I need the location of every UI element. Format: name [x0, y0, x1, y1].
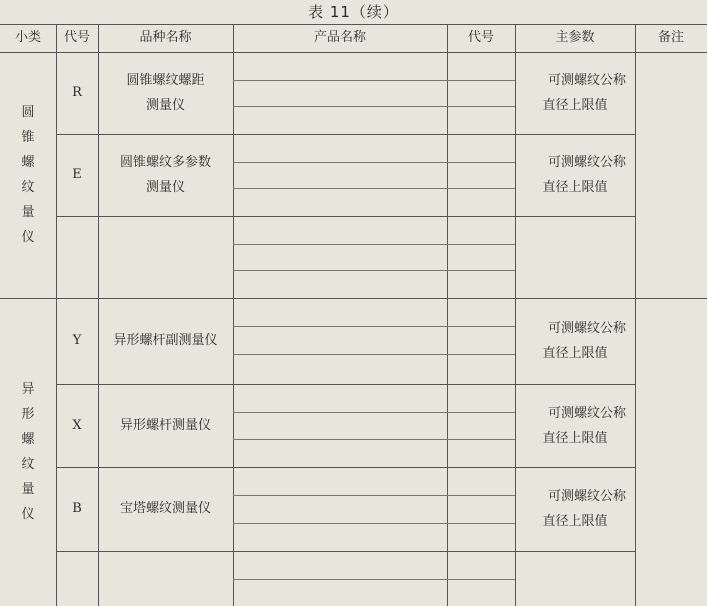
- row-main-param: 可测螺纹公称 直径上限值: [542, 73, 626, 113]
- row-main-param: 可测螺纹公称 直径上限值: [542, 405, 626, 446]
- product-subline: [233, 188, 515, 189]
- header-code-2: 代号: [467, 30, 494, 45]
- row-variety: 异形螺杆测量仪: [119, 417, 211, 433]
- product-subline: [233, 162, 515, 163]
- row-variety: 异形螺杆副测量仪: [113, 333, 218, 348]
- row-main-param: 可测螺纹公称 直径上限值: [542, 321, 626, 361]
- col-line: [447, 24, 448, 606]
- product-subline: [233, 80, 515, 81]
- col-line: [233, 24, 234, 606]
- header-subclass: 小类: [14, 30, 41, 45]
- row-separator: [56, 216, 635, 217]
- product-subline: [233, 439, 515, 440]
- product-subline: [233, 270, 515, 271]
- product-subline: [233, 579, 515, 580]
- subclass-group-1: 圆 锥 螺 纹 量 仪: [21, 105, 35, 245]
- header-variety-name: 品种名称: [139, 30, 192, 45]
- header-product-name: 产品名称: [313, 30, 366, 45]
- row-main-param: 可测螺纹公称 直径上限值: [542, 489, 626, 529]
- row-variety: 圆锥螺纹螺距 测量仪: [126, 73, 205, 113]
- row-code: B: [72, 501, 82, 516]
- product-subline: [233, 106, 515, 107]
- rule-top: [0, 24, 707, 25]
- row-code: E: [72, 167, 82, 182]
- product-subline: [233, 495, 515, 496]
- header-remarks: 备注: [657, 30, 684, 45]
- row-variety: 宝塔螺纹测量仪: [119, 501, 211, 516]
- subclass-group-2: 异 形 螺 纹 量 仪: [21, 382, 35, 522]
- product-subline: [233, 326, 515, 327]
- row-main-param: 可测螺纹公称 直径上限值: [542, 155, 626, 195]
- row-separator: [56, 551, 635, 552]
- row-variety: 圆锥螺纹多参数 测量仪: [119, 155, 211, 195]
- product-subline: [233, 354, 515, 355]
- specification-table: [0, 24, 707, 606]
- product-subline: [233, 412, 515, 413]
- row-code: R: [72, 85, 82, 100]
- col-line: [635, 24, 636, 606]
- row-code: Y: [72, 333, 82, 348]
- product-subline: [233, 244, 515, 245]
- table-caption: 表 11（续）: [308, 3, 399, 21]
- row-code: X: [72, 417, 82, 433]
- header-main-param: 主参数: [555, 30, 595, 45]
- product-subline: [233, 523, 515, 524]
- header-code: 代号: [63, 30, 90, 45]
